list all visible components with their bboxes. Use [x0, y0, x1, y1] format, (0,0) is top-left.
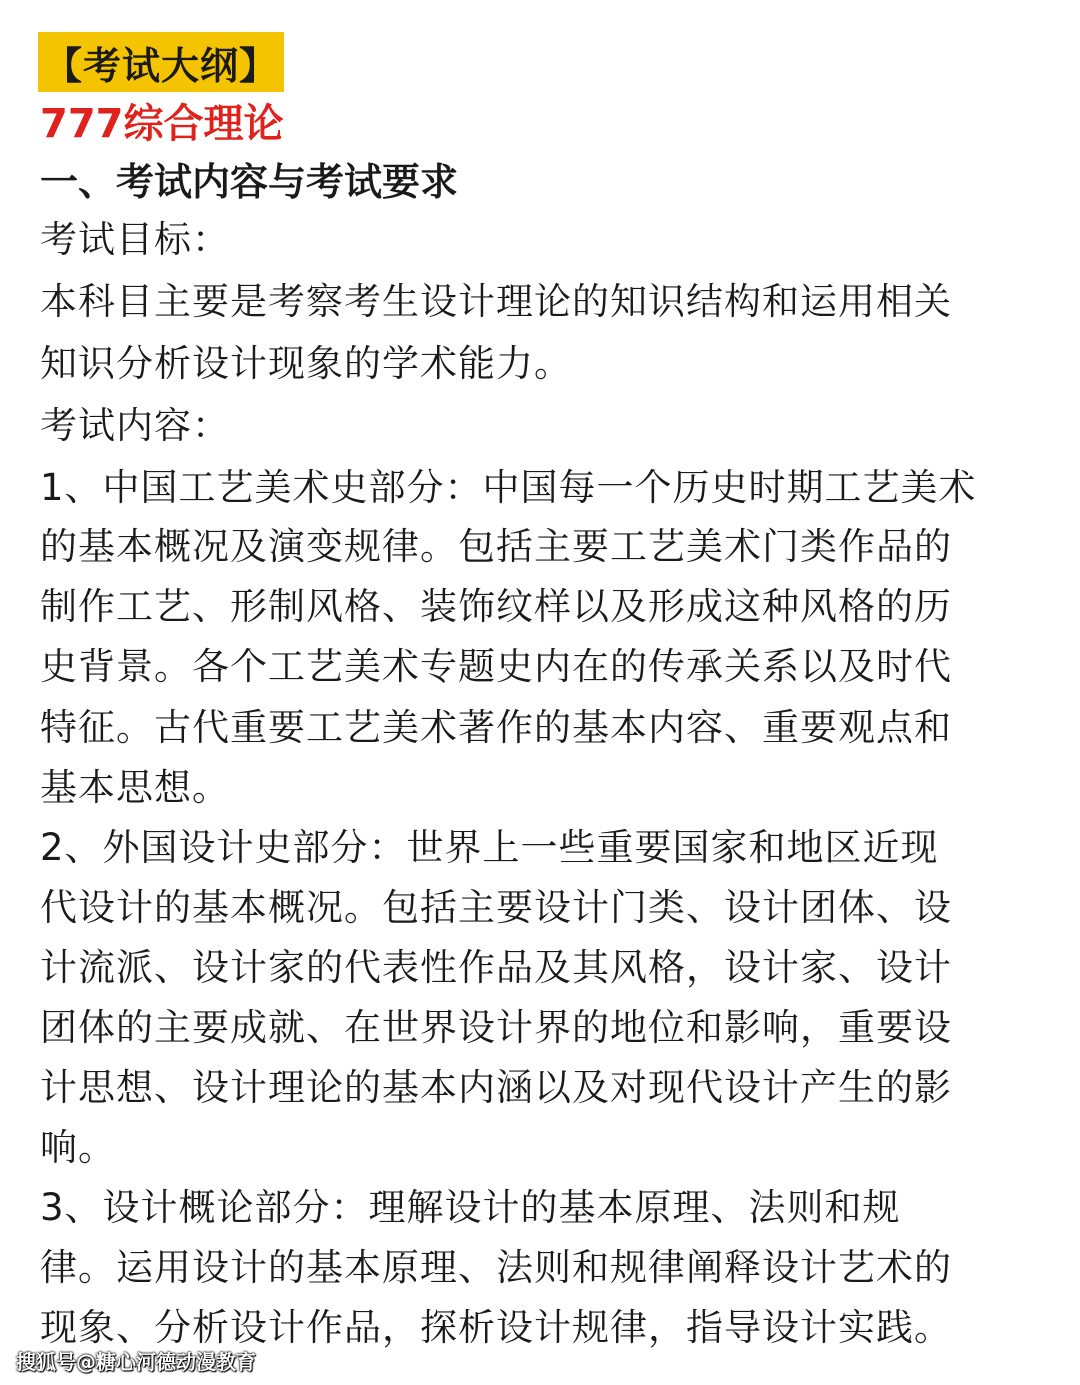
- text-line: 制作工艺、形制风格、装饰纹样以及形成这种风格的历: [40, 585, 952, 628]
- text-line: 史背景。各个工艺美术专题史内在的传承关系以及时代: [40, 645, 952, 688]
- text-line: 现象、分析设计作品，探析设计规律，指导设计实践。: [40, 1306, 952, 1349]
- text-line: 代设计的基本概况。包括主要设计门类、设计团体、设: [40, 886, 952, 929]
- text-line: 3、设计概论部分：理解设计的基本原理、法则和规: [40, 1186, 901, 1229]
- text-line: 的基本概况及演变规律。包括主要工艺美术门类作品的: [40, 525, 952, 568]
- text-line: 基本思想。: [40, 766, 230, 809]
- source-watermark: 搜狐号@糖心河德动漫教育: [16, 1350, 256, 1374]
- text-line: 律。运用设计的基本原理、法则和规律阐释设计艺术的: [40, 1246, 952, 1289]
- text-line: 考试目标：: [40, 218, 230, 261]
- text-line: 本科目主要是考察考生设计理论的知识结构和运用相关: [40, 280, 952, 323]
- text-line: 响。: [40, 1126, 116, 1169]
- subject-title: 777综合理论: [40, 101, 284, 147]
- text-line: 1、中国工艺美术史部分：中国每一个历史时期工艺美术: [40, 466, 977, 509]
- text-line: 计流派、设计家的代表性作品及其风格，设计家、设计: [40, 946, 952, 989]
- text-line: 团体的主要成就、在世界设计界的地位和影响，重要设: [40, 1006, 952, 1049]
- text-line: 计思想、设计理论的基本内涵以及对现代设计产生的影: [40, 1066, 952, 1109]
- text-line: 2、外国设计史部分：世界上一些重要国家和地区近现: [40, 826, 939, 869]
- text-line: 特征。古代重要工艺美术著作的基本内容、重要观点和: [40, 706, 952, 749]
- exam-outline-badge: 【考试大纲】: [38, 32, 284, 92]
- section-heading: 一、考试内容与考试要求: [40, 160, 459, 204]
- text-line: 考试内容：: [40, 404, 230, 447]
- text-line: 知识分析设计现象的学术能力。: [40, 342, 572, 385]
